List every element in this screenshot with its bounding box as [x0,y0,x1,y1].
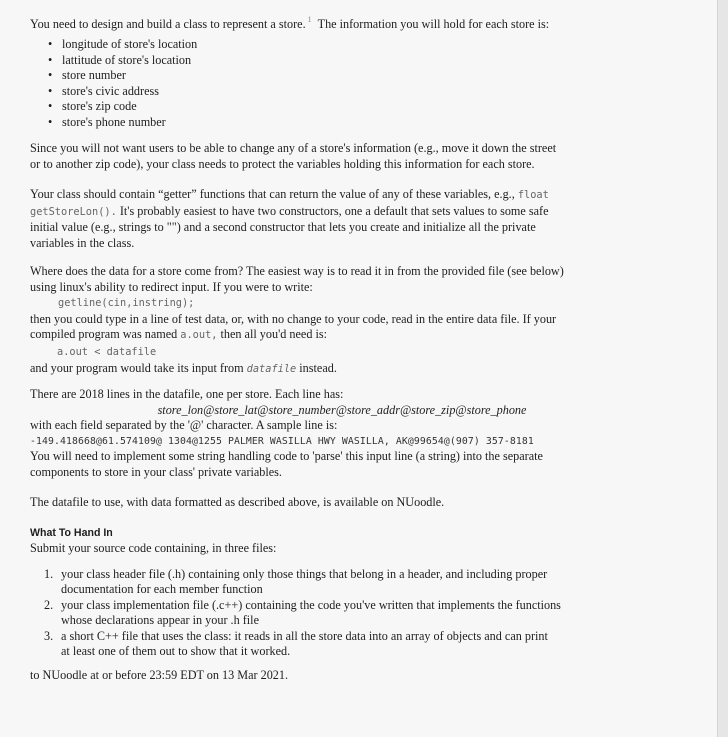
list-item: • store's zip code [48,99,197,115]
list-item: • store's civic address [48,84,197,100]
code-command: a.out < datafile [57,345,157,358]
list-item: • store's phone number [48,115,197,131]
format-paragraph: There are 2018 lines in the datafile, one per store. Each line has: store_lon@store_lat@store_number@store_addr@store_zip@store_phone with each field separated by the '@' character. A sample line is: -149.418668@61.574109@ 1304@1255 PALMER WASILLA HWY WASILLA, AK@99654@(907) 357-8181 You will need to implement some string handling code to 'parse' this input line (a string) into the separate components to store in your class' private variables. [30,387,636,481]
getters-paragraph: Your class should contain “getter” functions that can return the value of any of these variables, e.g., float getStoreLon(). It's probably easiest to have two constructors, one a default that sets values to some safe initial value (e.g., strings to "") and a second constructor that lets you create and initialize all the private variables in the class. [30,187,549,250]
list-item: 2. your class implementation file (.c++) containing the code you've written that implements the functions whose declarations appear in your .h file [44,597,561,627]
list-item: • lattitude of store's location [48,53,197,69]
store-fields-list [48,37,197,131]
list-item: • longitude of store's location [48,37,197,53]
intro-text-cont: The information you will hold for each store is: [317,17,550,31]
code-datafile: datafile [246,362,297,375]
page-edge [717,0,728,737]
record-format: store_lon@store_lat@store_number@store_addr@store_zip@store_phone [157,402,527,417]
footnote-marker[interactable]: 1 [307,15,312,24]
list-item: 1. your class header file (.h) containing only those things that belong in a header, and including proper documentation for each member function [44,567,548,597]
sample-line: -149.418668@61.574109@ 1304@1255 PALMER WASILLA HWY WASILLA, AK@99654@(907) 357-8181 [30,435,534,447]
deadline-text: to NUoodle at or before 23:59 EDT on 13 Mar 2021. [30,668,289,682]
datafile-paragraph: The datafile to use, with data formatted as described above, is available on NUoodle. [30,495,445,509]
hand-in-intro: Submit your source code containing, in three files: [30,541,277,555]
list-item: • store number [48,68,197,84]
code-getstorelon: getStoreLon(). [30,205,117,218]
code-getline: getline(cin,instring); [58,297,195,310]
hand-in-heading: What To Hand In [30,527,113,539]
code-float: float [517,189,549,201]
intro-text: You need to design and build a class to represent a store. [30,17,306,31]
list-item: 3. a short C++ file that uses the class: it reads in all the store data into an array of objects and can print at least one of them out to show that it worked. [44,628,548,658]
intro-paragraph [30,12,636,33]
hand-in-list [44,567,636,659]
protect-paragraph: Since you will not want users to be able to change any of a store's information (e.g., move it down the street or to another zip code), your class needs to protect the variables holding this information for each store. [30,141,557,171]
code-aout: a.out, [180,329,218,342]
input-paragraph: Where does the data for a store come from? The easiest way is to read it in from the provided file (see below) using linux's ability to redirect input. If you were to write: getline(cin,instring); then you could type in a line of test data, or, with no change to your code, read in the entire data file. If your compiled program was named a.out, then all you'd need is: a.out < datafile and your program would take its input from datafile instead. [30,264,564,375]
